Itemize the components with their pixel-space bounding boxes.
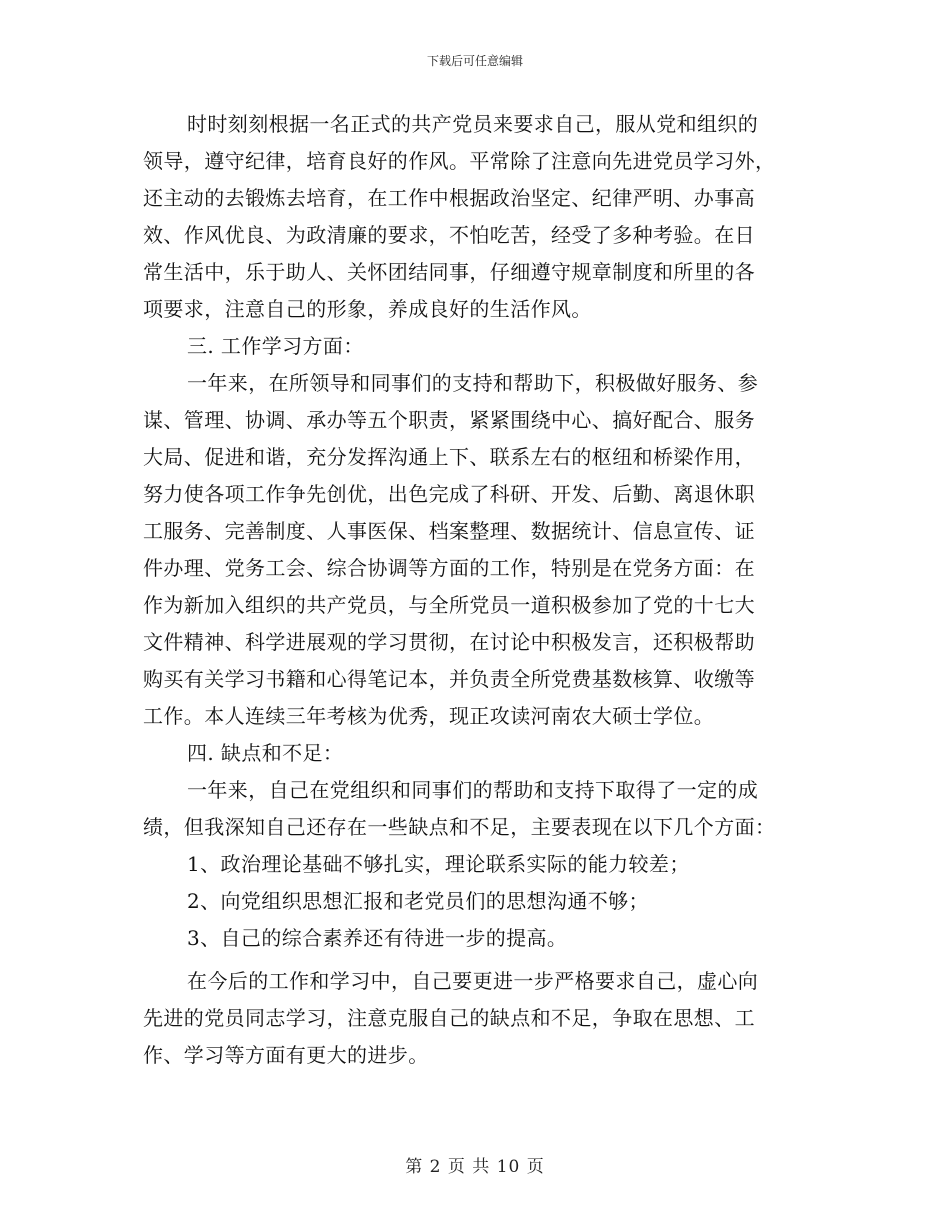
text-line: 文件精神、科学进展观的学习贯彻，在讨论中积极发言，还积极帮助 (143, 630, 755, 654)
list-item: 3、自己的综合素养还有待进一步的提高。 (187, 926, 568, 950)
list-item: 1、政治理论基础不够扎实，理论联系实际的能力较差； (187, 852, 690, 876)
text-line: 领导，遵守纪律，培育良好的作风。平常除了注意向先进党员学习外， (143, 149, 776, 173)
section-heading: 三. 工作学习方面： (187, 334, 364, 358)
text-line: 先进的党员同志学习，注意克服自己的缺点和不足，争取在思想、工 (143, 1006, 755, 1030)
page-header-note: 下载后可任意编辑 (426, 54, 523, 68)
text-line: 大局、促进和谐，充分发挥沟通上下、联系左右的枢纽和桥梁作用， (143, 445, 755, 469)
text-line: 在今后的工作和学习中，自己要更进一步严格要求自己，虚心向 (187, 969, 759, 993)
text-line: 努力使各项工作争先创优，出色完成了科研、开发、后勤、离退休职 (143, 482, 755, 506)
text-line: 项要求，注意自己的形象，养成良好的生活作风。 (143, 297, 592, 321)
text-line: 常生活中，乐于助人、关怀团结同事，仔细遵守规章制度和所里的各 (143, 260, 755, 284)
text-line: 时时刻刻根据一名正式的共产党员来要求自己，服从党和组织的 (187, 112, 759, 136)
document-body (143, 106, 809, 1074)
section-heading: 四. 缺点和不足： (187, 741, 344, 765)
text-line: 作为新加入组织的共产党员，与全所党员一道积极参加了党的十七大 (143, 593, 755, 617)
text-line: 谋、管理、协调、承办等五个职责，紧紧围绕中心、搞好配合、服务 (143, 408, 755, 432)
text-line: 购买有关学习书籍和心得笔记本，并负责全所党费基数核算、收缴等 (143, 667, 755, 691)
text-line: 绩，但我深知自己还存在一些缺点和不足，主要表现在以下几个方面： (143, 815, 776, 839)
page-number: 第 2 页 共 10 页 (405, 1157, 545, 1177)
list-item: 2、向党组织思想汇报和老党员们的思想沟通不够； (187, 889, 649, 913)
text-line: 作、学习等方面有更大的进步。 (143, 1043, 429, 1067)
text-line: 件办理、党务工会、综合协调等方面的工作，特别是在党务方面：在 (143, 556, 755, 580)
text-line: 一年来，自己在党组织和同事们的帮助和支持下取得了一定的成 (187, 778, 759, 802)
text-line: 工服务、完善制度、人事医保、档案整理、数据统计、信息宣传、证 (143, 519, 755, 543)
text-line: 工作。本人连续三年考核为优秀，现正攻读河南农大硕士学位。 (143, 704, 715, 728)
text-line: 效、作风优良、为政清廉的要求，不怕吃苦，经受了多种考验。在日 (143, 223, 755, 247)
text-line: 还主动的去锻炼去培育，在工作中根据政治坚定、纪律严明、办事高 (143, 186, 755, 210)
text-line: 一年来，在所领导和同事们的支持和帮助下，积极做好服务、参 (187, 371, 759, 395)
